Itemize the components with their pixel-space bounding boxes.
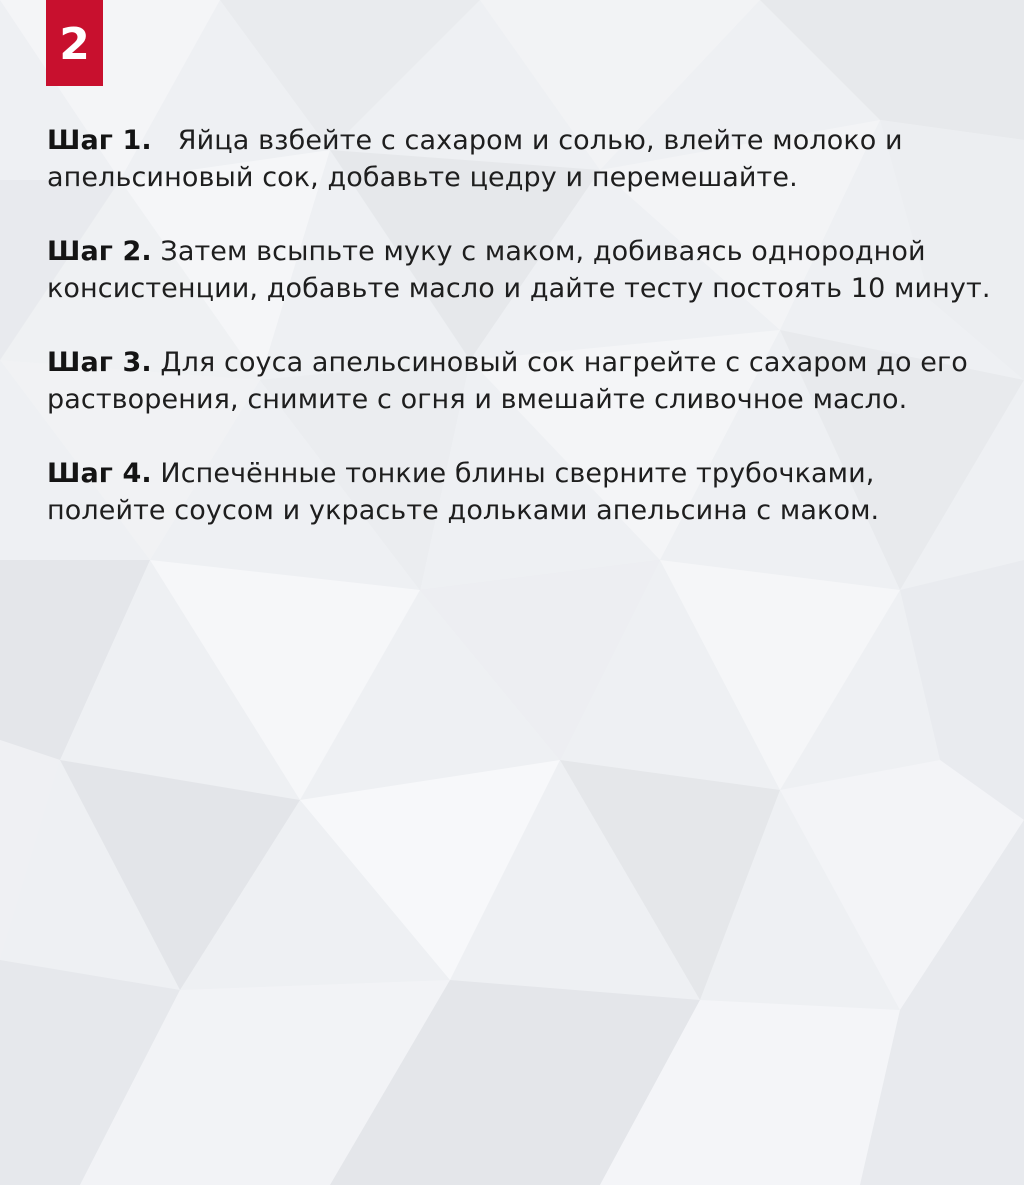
step-1-text: Яйца взбейте с сахаром и солью, влейте молоко и апельсиновый сок, добавьте цедру и перемешайте. bbox=[47, 125, 903, 193]
step-2-text: Затем всыпьте муку с маком, добиваясь однородной консистенции, добавьте масло и дайте тесту постоять 10 минут. bbox=[47, 236, 991, 304]
step-3-label: Шаг 3. bbox=[47, 347, 152, 378]
step-1 bbox=[47, 122, 997, 196]
step-4 bbox=[47, 455, 997, 529]
step-4-label: Шаг 4. bbox=[47, 458, 152, 489]
step-number-badge bbox=[46, 0, 103, 86]
step-1-label: Шаг 1. bbox=[47, 125, 152, 156]
step-2 bbox=[47, 233, 997, 307]
step-4-text: Испечённые тонкие блины сверните трубочками, полейте соусом и украсьте дольками апельсина с маком. bbox=[47, 458, 880, 526]
step-3-text: Для соуса апельсиновый сок нагрейте с сахаром до его растворения, снимите с огня и вмешайте сливочное масло. bbox=[47, 347, 968, 415]
step-number: 2 bbox=[59, 19, 90, 70]
step-3 bbox=[47, 344, 997, 418]
recipe-steps bbox=[47, 122, 997, 566]
step-2-label: Шаг 2. bbox=[47, 236, 152, 267]
